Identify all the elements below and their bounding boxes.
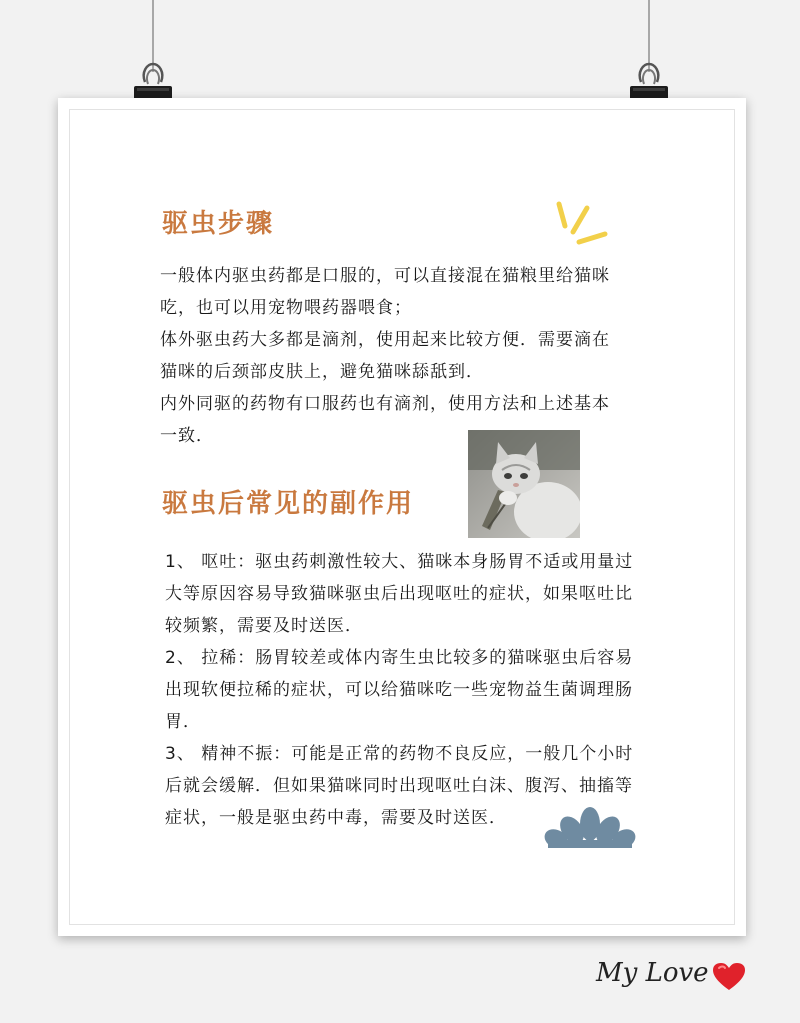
text-line: 猫咪的后颈部皮肤上，避免猫咪舔舐到． [160, 362, 484, 382]
kitten-photo [468, 430, 580, 538]
text-line: 体外驱虫药大多都是滴剂，使用起来比较方便．需要滴在 [160, 330, 610, 350]
text-line: 一致． [160, 426, 214, 446]
text-line: 吃，也可以用宠物喂药器喂食； [160, 298, 412, 318]
text-line: 症状，一般是驱虫药中毒，需要及时送医． [165, 808, 507, 828]
sparkle-burst-icon [553, 198, 613, 254]
text-line: 3、 精神不振：可能是正常的药物不良反应，一般几个小时 [165, 744, 634, 764]
section-title-side-effects: 驱虫后常见的副作用 [162, 489, 415, 519]
text-line: 后就会缓解．但如果猫咪同时出现呕吐白沫、腹泻、抽搐等 [165, 776, 633, 796]
flower-icon [542, 806, 638, 848]
text-line: 一般体内驱虫药都是口服的，可以直接混在猫粮里给猫咪 [160, 266, 610, 286]
text-line: 较频繁，需要及时送医． [165, 616, 363, 636]
text-line: 大等原因容易导致猫咪驱虫后出现呕吐的症状，如果呕吐比 [165, 584, 633, 604]
signature-text: My Love [596, 958, 709, 988]
section-title-deworming-steps: 驱虫步骤 [162, 209, 275, 239]
heart-icon [712, 962, 746, 992]
text-line: 1、 呕吐：驱虫药刺激性较大、猫咪本身肠胃不适或用量过 [165, 552, 634, 572]
text-line: 出现软便拉稀的症状，可以给猫咪吃一些宠物益生菌调理肠 [165, 680, 633, 700]
paper-sheet [58, 98, 746, 936]
text-line: 内外同驱的药物有口服药也有滴剂，使用方法和上述基本 [160, 394, 610, 414]
side-effects-text [165, 546, 645, 834]
deworming-steps-text [160, 260, 630, 452]
text-line: 2、 拉稀：肠胃较差或体内寄生虫比较多的猫咪驱虫后容易 [165, 648, 634, 668]
text-line: 胃． [165, 712, 201, 732]
